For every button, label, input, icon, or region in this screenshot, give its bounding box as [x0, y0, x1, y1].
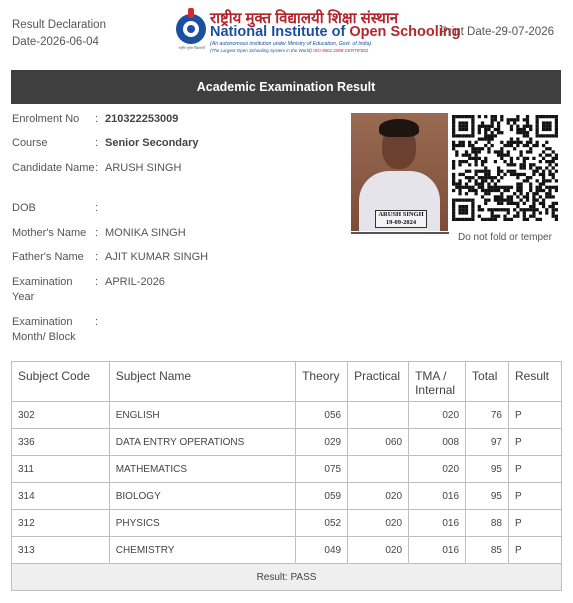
table-row: 313 CHEMISTRY 049 020 016 85 P: [12, 537, 562, 564]
header: [0, 0, 573, 66]
institute-tagline: (An autonomous institution under Ministry of Education, Govt. of India): [210, 41, 372, 47]
table-row: 302 ENGLISH 056 020 76 P: [12, 402, 562, 429]
header-practical: Practical: [348, 362, 409, 402]
declaration-date: Date-2026-06-04: [12, 36, 99, 48]
marks-table: [11, 361, 562, 591]
result-row: [12, 564, 562, 591]
table-header-row: [12, 362, 562, 402]
mother-value: MONIKA SINGH: [105, 227, 186, 239]
nios-emblem-icon: [176, 14, 206, 44]
header-tma-internal: TMA / Internal: [409, 362, 466, 402]
header-result: Result: [509, 362, 562, 402]
qr-code-icon: [452, 115, 558, 221]
candidate-value: ARUSH SINGH: [105, 162, 182, 174]
header-theory: Theory: [296, 362, 348, 402]
table-row: 311 MATHEMATICS 075 020 95 P: [12, 456, 562, 483]
result-declaration-date: [12, 17, 106, 51]
photo-divider: [351, 232, 449, 234]
institute-name-english: National Institute of Open Schooling: [210, 24, 461, 40]
header-subject-name: Subject Name: [109, 362, 295, 402]
institute-subtagline: (The Largest Open Schooling System in the World) ISO 9001:2008 CERTIFIED: [210, 48, 369, 53]
table-row: 312 PHYSICS 052 020 016 88 P: [12, 510, 562, 537]
overall-result: Result: PASS: [12, 564, 562, 591]
nios-logo: [174, 8, 461, 56]
header-subject-code: Subject Code: [12, 362, 110, 402]
enrolment-value: 210322253009: [105, 113, 179, 125]
header-total: Total: [466, 362, 509, 402]
exam-year-value: APRIL-2026: [105, 276, 165, 288]
institute-name-hindi: राष्ट्रीय मुक्त विद्यालयी शिक्षा संस्थान: [210, 10, 399, 27]
fold-note: Do not fold or temper: [458, 232, 552, 243]
emblem-caption: राष्ट्रीय मुक्त विद्यालयी: [178, 46, 206, 50]
photo-name-badge: ARUSH SINGH 19-09-2024: [375, 210, 427, 228]
page-title: Academic Examination Result: [11, 70, 561, 104]
student-photo: [351, 113, 448, 231]
father-value: AJIT KUMAR SINGH: [105, 251, 209, 263]
table-row: 336 DATA ENTRY OPERATIONS 029 060 008 97 P: [12, 429, 562, 456]
print-date: Print Date-29-07-2026: [440, 26, 554, 38]
table-row: 314 BIOLOGY 059 020 016 95 P: [12, 483, 562, 510]
declaration-label: Result Declaration: [12, 19, 106, 31]
course-value: Senior Secondary: [105, 137, 199, 149]
